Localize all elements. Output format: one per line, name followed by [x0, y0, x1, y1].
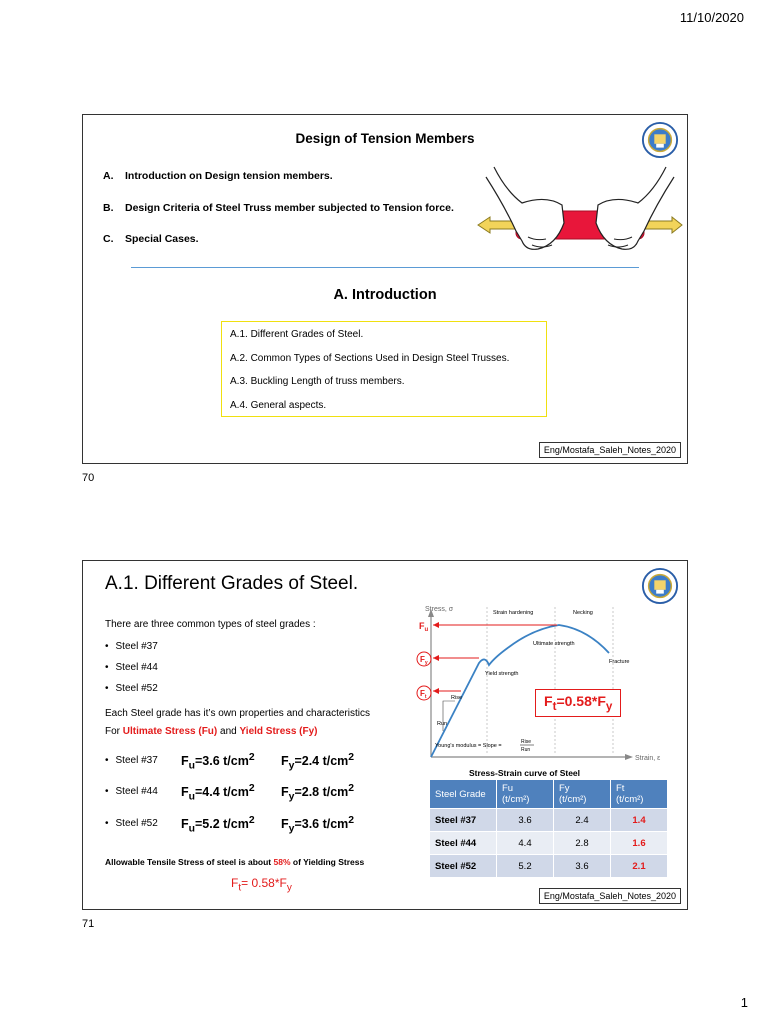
document-date: 11/10/2020 [679, 10, 744, 25]
grade-values-label: • Steel #37 [105, 755, 158, 766]
fy-value: $F_y=2.8$ $t/cm^2$ [281, 783, 355, 803]
table-header: Fu (t/cm²) [497, 780, 554, 809]
yield-stress-label: Yield Stress (Fy) [239, 726, 318, 737]
rise-label: Rise [451, 695, 463, 701]
yield-strength-label: Yield strength [485, 671, 519, 677]
run-fraction-den: Run [521, 747, 531, 753]
necking-label: Necking [573, 610, 593, 616]
table-header: Steel Grade [430, 780, 497, 809]
table-header: Ft (t/cm²) [611, 780, 668, 809]
table-header-row [430, 780, 668, 809]
ft-formula: $F_t= 0.58*F_y$ [231, 876, 292, 894]
page-number: 1 [740, 995, 748, 1010]
slide-71 [82, 560, 688, 910]
fy-value: $F_y=2.4$ $t/cm^2$ [281, 752, 355, 772]
intro-topics-box [221, 321, 547, 417]
grade-bullet: • Steel #37 [105, 641, 158, 652]
grade-values-label: • Steel #44 [105, 786, 158, 797]
fu-value: $F_u=4.4$ $t/cm^2$ [181, 783, 255, 803]
slide-number: 71 [82, 918, 95, 930]
youngs-modulus-label: Young's modulus = Slope = [435, 743, 502, 749]
author-tag: Eng/Mostafa_Saleh_Notes_2020 [539, 442, 681, 458]
section-divider [131, 267, 639, 268]
y-axis-label: Stress, σ [425, 606, 454, 613]
x-axis-label: Strain, ε [635, 755, 661, 762]
strain-hardening-label: Strain hardening [493, 610, 534, 616]
steel-grade-table [429, 779, 668, 878]
intro-item: A.3. Buckling Length of truss members. [230, 376, 405, 387]
stress-strain-chart [413, 603, 663, 765]
properties-line-2: For Ultimate Stress (Fu) and Yield Stress (Fy) [105, 726, 318, 737]
grade-bullet: • Steel #44 [105, 662, 158, 673]
table-row: Steel #52 5.2 3.6 2.1 [430, 855, 668, 878]
fu-marker: $F_u$ [419, 621, 429, 633]
run-label: Run [437, 721, 448, 727]
ultimate-stress-label: Ultimate Stress (Fu) [122, 726, 218, 737]
slide-title: Design of Tension Members [295, 131, 475, 146]
fu-value: $F_u=3.6$ $t/cm^2$ [181, 752, 255, 772]
outline-item-a: A. Introduction on Design tension members. [103, 170, 333, 182]
rise-fraction-num: Rise [521, 739, 532, 745]
table-row: Steel #37 3.6 2.4 1.4 [430, 809, 668, 832]
table-row: Steel #44 4.4 2.8 1.6 [430, 832, 668, 855]
university-logo-icon [641, 567, 679, 605]
fy-value: $F_y=3.6$ $t/cm^2$ [281, 815, 355, 835]
intro-item: A.1. Different Grades of Steel. [230, 329, 364, 340]
grades-intro: There are three common types of steel grades : [105, 619, 316, 630]
ultimate-strength-label: Ultimate strength [533, 641, 575, 647]
properties-line-1: Each Steel grade has it’s own properties and characteristics [105, 708, 370, 719]
table-header: Fy (t/cm²) [554, 780, 611, 809]
tension-hands-illustration [476, 161, 684, 273]
chart-caption: Stress-Strain curve of Steel [469, 768, 581, 778]
ft-formula-box: $F_t=0.58*F_y$ [535, 689, 621, 717]
fracture-label: Fracture [609, 659, 630, 665]
slide-title: A.1. Different Grades of Steel. [105, 573, 359, 594]
grade-values-label: • Steel #52 [105, 818, 158, 829]
outline-item-b: B. Design Criteria of Steel Truss member subjected to Tension force. [103, 202, 454, 214]
intro-item: A.2. Common Types of Sections Used in Design Steel Trusses. [230, 352, 510, 364]
section-title: A. Introduction [333, 287, 437, 303]
grade-bullet: • Steel #52 [105, 683, 158, 694]
allowable-stress-note: Allowable Tensile Stress of steel is about 58% of Yielding Stress [105, 857, 365, 867]
author-tag: Eng/Mostafa_Saleh_Notes_2020 [539, 888, 681, 904]
ft-marker: $F_t$ [420, 689, 427, 700]
slide-number: 70 [82, 472, 95, 484]
fu-value: $F_u=5.2$ $t/cm^2$ [181, 815, 255, 835]
slide-70 [82, 114, 688, 464]
fy-marker: $F_y$ [420, 655, 428, 666]
intro-item: A.4. General aspects. [230, 399, 327, 411]
outline-item-c: C. Special Cases. [103, 233, 199, 245]
